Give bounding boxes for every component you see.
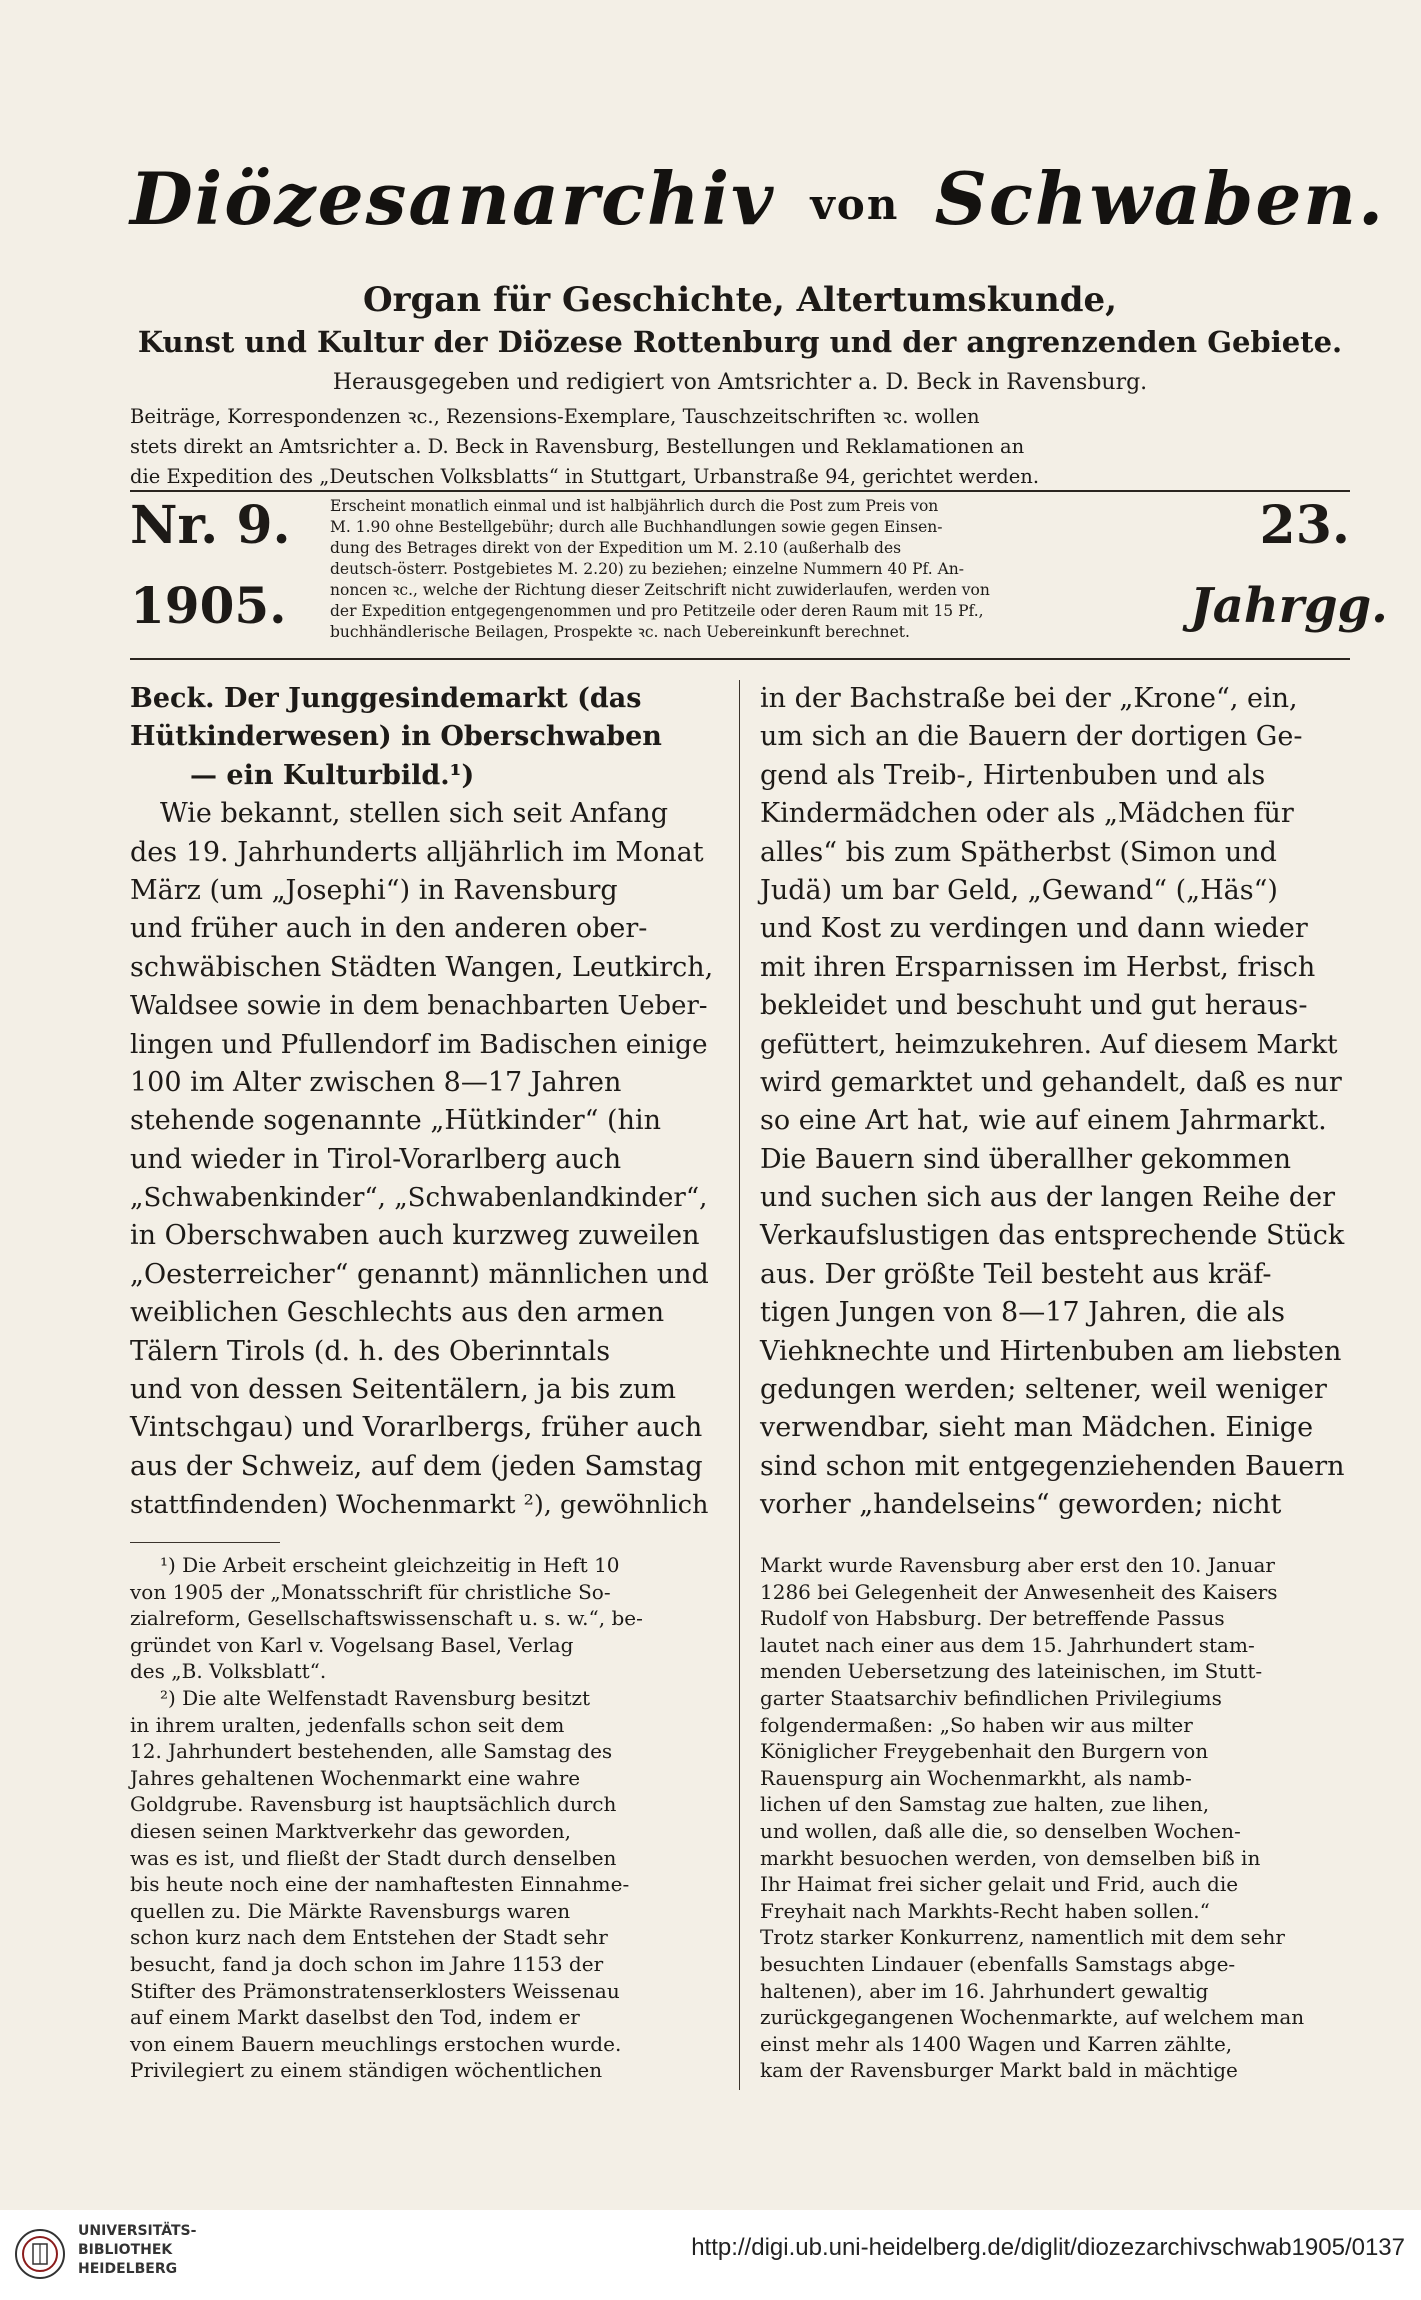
footnote-line: zurückgegangenen Wochenmarkte, auf welchem man xyxy=(760,2005,1305,2030)
footnote-line: garter Staatsarchiv befindlichen Privilegiums xyxy=(760,1685,1222,1710)
footnote-line: Rauenspurg ain Wochenmarkht, als namb- xyxy=(760,1765,1192,1790)
library-name-line: UNIVERSITÄTS- xyxy=(78,2223,197,2239)
body-line: sind schon mit entgegenziehenden Bauern xyxy=(760,1450,1345,1482)
footnote-line: Rudolf von Habsburg. Der betreffende Passus xyxy=(760,1606,1225,1631)
subscription-line: deutsch-österr. Postgebietes M. 2.20) zu beziehen; einzelne Nummern 40 Pf. An- xyxy=(330,560,964,578)
publisher-line: Herausgegeben und redigiert von Amtsrichter a. D. Beck in Ravensburg. xyxy=(332,370,1148,395)
title-von: von xyxy=(810,180,900,229)
footnote-line: von 1905 der „Monatsschrift für christliche So- xyxy=(130,1579,611,1604)
footnote-line: auf einem Markt daselbst den Tod, indem er xyxy=(130,2005,580,2030)
issue-year: 1905. xyxy=(130,576,287,635)
column-divider xyxy=(739,680,740,2090)
footnote-line: folgendermaßen: „So haben wir aus milter xyxy=(760,1712,1193,1737)
footnote-line: Trotz starker Konkurrenz, namentlich mit dem sehr xyxy=(760,1925,1285,1950)
footnotes-right xyxy=(760,1552,1350,2084)
heading-line: Hütkinderwesen) in Oberschwaben xyxy=(130,721,662,753)
journal-page xyxy=(130,80,1388,2160)
body-line: „Oesterreicher“ genannt) männlichen und xyxy=(130,1258,709,1290)
footnote-line: Jahres gehaltenen Wochenmarkt eine wahre xyxy=(130,1765,581,1790)
volume-block xyxy=(1190,495,1388,636)
header-rule-bottom xyxy=(130,658,1350,660)
footnote-line: Markt wurde Ravensburg aber erst den 10. Januar xyxy=(760,1553,1275,1577)
body-line: Tälern Tirols (d. h. des Oberinntals xyxy=(130,1335,611,1367)
body-line: vorher „handelseins“ geworden; nicht xyxy=(760,1489,1282,1521)
subscription-info xyxy=(330,496,1160,643)
footnote-line: lichen uf den Samstag zue halten, zue lihen, xyxy=(760,1792,1210,1817)
library-name-line: HEIDELBERG xyxy=(78,2261,178,2277)
body-line: gend als Treib-, Hirtenbuben und als xyxy=(760,759,1266,791)
body-line: und Kost zu verdingen und dann wieder xyxy=(760,913,1308,945)
footnote-line: Privilegiert zu einem ständigen wöchentlichen xyxy=(130,2058,603,2083)
body-line: und wieder in Tirol-Vorarlberg auch xyxy=(130,1143,622,1175)
title-left: Diözesanarchiv xyxy=(130,157,776,242)
viewer-footer xyxy=(0,2210,1421,2300)
body-line: alles“ bis zum Spätherbst (Simon und xyxy=(760,836,1277,868)
journal-title xyxy=(130,100,1386,305)
footnote-line: ²) Die alte Welfenstadt Ravensburg besitzt xyxy=(160,1685,591,1710)
subscription-line: M. 1.90 ohne Bestellgebühr; durch alle Buchhandlungen sowie gegen Einsen- xyxy=(330,518,943,536)
footnote-line: einst mehr als 1400 Wagen und Karren zählte, xyxy=(760,2031,1233,2056)
footnote-line: besuchten Lindauer (ebenfalls Samstags abge- xyxy=(760,1951,1236,1976)
footnote-line: Freyhait nach Markhts-Recht haben sollen.“ xyxy=(760,1898,1210,1923)
body-line: gedungen werden; seltener, weil weniger xyxy=(760,1374,1327,1406)
footnotes-left xyxy=(130,1552,720,2084)
body-line: und suchen sich aus der langen Reihe der xyxy=(760,1182,1336,1214)
heading-line: Beck. Der Junggesindemarkt (das xyxy=(130,683,642,714)
body-line: Wie bekannt, stellen sich seit Anfang xyxy=(160,798,669,830)
body-line: stehende sogenannte „Hütkinder“ (hin xyxy=(130,1105,661,1137)
body-line: und von dessen Seitentälern, ja bis zum xyxy=(130,1374,677,1406)
body-line: gefüttert, heimzukehren. Auf diesem Markt xyxy=(760,1029,1338,1060)
body-line: Verkaufslustigen das entsprechende Stück xyxy=(760,1220,1345,1252)
body-line: Viehknechte und Hirtenbuben am liebsten xyxy=(760,1335,1342,1367)
body-line: in Oberschwaben auch kurzweg zuweilen xyxy=(130,1220,700,1252)
heading-line: — ein Kulturbild.¹) xyxy=(190,759,475,791)
contributions-line: Beiträge, Korrespondenzen ꝛc., Rezensions-Exemplare, Tauschzeitschriften ꝛc. wollen xyxy=(130,405,980,428)
footnote-line: Goldgrube. Ravensburg ist hauptsächlich durch xyxy=(130,1792,617,1817)
body-line: aus. Der größte Teil besteht aus kräf- xyxy=(760,1258,1272,1290)
masthead xyxy=(130,100,1386,310)
footnote-line: schon kurz nach dem Entstehen der Stadt sehr xyxy=(130,1925,608,1950)
subtitle-line-2: Kunst und Kultur der Diözese Rottenburg und der angrenzenden Gebiete. xyxy=(137,325,1343,359)
body-line: um sich an die Bauern der dortigen Ge- xyxy=(760,721,1303,753)
body-line: aus der Schweiz, auf dem (jeden Samstag xyxy=(130,1450,703,1482)
footnote-line: zialreform, Gesellschaftswissenschaft u. s. w.“, be- xyxy=(130,1606,643,1631)
subscription-line: noncen ꝛc., welche der Richtung dieser Zeitschrift nicht zuwiderlaufen, werden von xyxy=(330,581,990,599)
footnote-line: lautet nach einer aus dem 15. Jahrhundert stam- xyxy=(760,1632,1255,1657)
body-line: Waldsee sowie in dem benachbarten Ueber- xyxy=(130,991,708,1022)
contributions-line: stets direkt an Amtsrichter a. D. Beck in Ravensburg, Bestellungen und Reklamationen an xyxy=(130,435,1025,458)
footnote-line: 12. Jahrhundert bestehenden, alle Samstag des xyxy=(130,1739,613,1764)
page-url-link[interactable]: http://digi.ub.uni-heidelberg.de/diglit/diozezarchivschwab1905/0137 xyxy=(691,2234,1405,2261)
subscription-line: der Expedition entgegengenommen und pro Petitzeile oder deren Raum mit 15 Pf., xyxy=(330,602,984,620)
library-seal-icon xyxy=(12,2222,68,2286)
body-line: und früher auch in den anderen ober- xyxy=(130,913,648,945)
footnote-line: und wollen, daß alle die, so denselben Wochen- xyxy=(760,1818,1241,1843)
body-line: Die Bauern sind überallher gekommen xyxy=(760,1143,1292,1175)
footnote-line: des „B. Volksblatt“. xyxy=(130,1659,327,1684)
body-line: Kindermädchen oder als „Mädchen für xyxy=(760,798,1294,830)
footnote-rule-left xyxy=(130,1542,280,1543)
header-rule-top xyxy=(130,490,1350,492)
body-line: bekleidet und beschuht und gut heraus- xyxy=(760,990,1308,1022)
body-line: März (um „Josephi“) in Ravensburg xyxy=(130,874,618,906)
issue-number-block xyxy=(130,496,330,636)
footnote-line: bis heute noch eine der namhaftesten Einnahme- xyxy=(130,1872,630,1897)
body-line: Vintschgau) und Vorarlbergs, früher auch xyxy=(130,1412,703,1444)
footnote-line: von einem Bauern meuchlings erstochen wurde. xyxy=(130,2031,622,2056)
body-line: des 19. Jahrhunderts alljährlich im Monat xyxy=(130,836,704,868)
body-line: verwendbar, sieht man Mädchen. Einige xyxy=(760,1412,1314,1444)
body-line: 100 im Alter zwischen 8—17 Jahren xyxy=(130,1066,622,1098)
subscription-line: dung des Betrages direkt von der Expedition um M. 2.10 (außerhalb des xyxy=(330,539,902,557)
body-line: in der Bachstraße bei der „Krone“, ein, xyxy=(760,683,1298,714)
volume-label: Jahrgg. xyxy=(1190,578,1388,634)
footnote-line: Königlicher Freygebenhait den Burgern von xyxy=(760,1739,1209,1764)
right-column xyxy=(760,680,1350,1525)
body-line: schwäbischen Städten Wangen, Leutkirch, xyxy=(130,951,714,983)
footnote-line: besucht, fand ja doch schon im Jahre 1153 der xyxy=(130,1951,604,1976)
library-name-line: BIBLIOTHEK xyxy=(78,2242,173,2258)
contributions-notice xyxy=(130,402,1350,492)
subscription-line: Erscheint monatlich einmal und ist halbjährlich durch die Post zum Preis von xyxy=(330,497,939,515)
volume-number: 23. xyxy=(1259,495,1350,556)
footnote-line: was es ist, und fließt der Stadt durch denselben xyxy=(130,1845,617,1870)
library-name xyxy=(78,2222,196,2279)
footnote-line: in ihrem uralten, jedenfalls schon seit dem xyxy=(130,1712,565,1737)
footnote-line: 1286 bei Gelegenheit der Anwesenheit des Kaisers xyxy=(760,1579,1278,1604)
body-line: „Schwabenkinder“, „Schwabenlandkinder“, xyxy=(130,1183,708,1214)
footnote-line: ¹) Die Arbeit erscheint gleichzeitig in Heft 10 xyxy=(160,1553,620,1577)
body-line: mit ihren Ersparnissen im Herbst, frisch xyxy=(760,951,1316,983)
title-right: Schwaben. xyxy=(934,157,1386,242)
body-line: lingen und Pfullendorf im Badischen einige xyxy=(130,1029,708,1060)
article-heading xyxy=(130,680,720,795)
left-column xyxy=(130,680,720,1525)
subtitle-line-1: Organ für Geschichte, Altertumskunde, xyxy=(363,280,1117,320)
contributions-line: die Expedition des „Deutschen Volksblatts“ in Stuttgart, Urbanstraße 94, gerichtet werden. xyxy=(130,465,1040,488)
footnote-line: markht besuochen werden, von demselben biß in xyxy=(760,1845,1261,1870)
footnote-line: Stifter des Prämonstratenserklosters Weissenau xyxy=(130,1978,620,2003)
footnote-line: kam der Ravensburger Markt bald in mächtige xyxy=(760,2058,1238,2083)
issue-number: Nr. 9. xyxy=(130,495,291,556)
library-logo[interactable] xyxy=(12,2222,212,2286)
footnote-line: haltenen), aber im 16. Jahrhundert gewaltig xyxy=(760,1978,1209,2003)
footnote-line: quellen zu. Die Märkte Ravensburgs waren xyxy=(130,1898,571,1923)
body-line: stattfindenden) Wochenmarkt ²), gewöhnlich xyxy=(130,1490,709,1521)
footnote-line: gründet von Karl v. Vogelsang Basel, Verlag xyxy=(130,1632,574,1657)
subscription-line: buchhändlerische Beilagen, Prospekte ꝛc. nach Uebereinkunft berechnet. xyxy=(330,623,910,641)
body-line: weiblichen Geschlechts aus den armen xyxy=(130,1297,665,1329)
body-line: so eine Art hat, wie auf einem Jahrmarkt. xyxy=(760,1105,1327,1137)
body-line: wird gemarktet und gehandelt, daß es nur xyxy=(760,1066,1342,1098)
footnote-line: menden Uebersetzung des lateinischen, im Stutt- xyxy=(760,1659,1263,1684)
body-line: Judä) um bar Geld, „Gewand“ („Häs“) xyxy=(760,874,1278,906)
footnote-line: diesen seinen Marktverkehr das geworden, xyxy=(130,1818,571,1843)
footnote-line: Ihr Haimat frei sicher gelait und Frid, auch die xyxy=(760,1872,1239,1897)
body-line: tigen Jungen von 8—17 Jahren, die als xyxy=(760,1297,1285,1329)
